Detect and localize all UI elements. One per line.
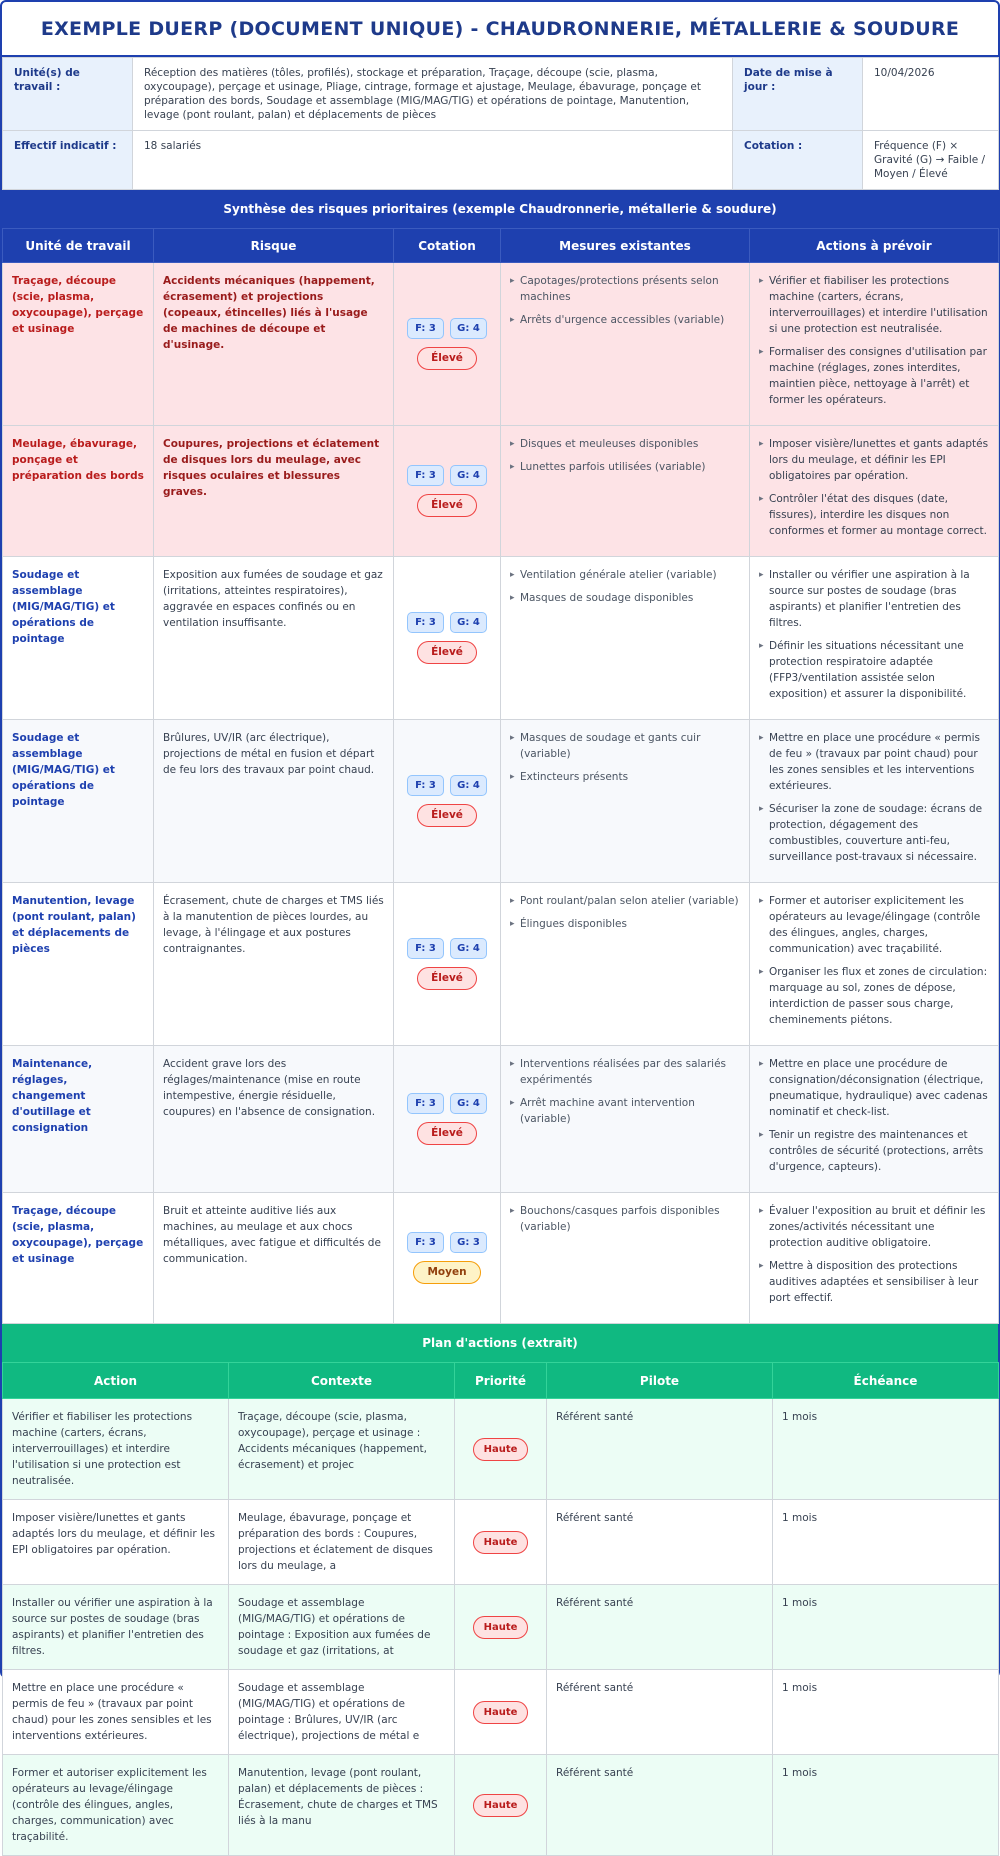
plan-action: Installer ou vérifier une aspiration à la source sur postes de soudage (bras aspirants) et planifier l'entretien des filtres. [3,1585,229,1670]
document-title-bar [2,2,998,57]
risk-row [3,1046,999,1193]
risk-description: Accidents mécaniques (happement, écrasement) et projections (copeaux, étincelles) liés à l'usage de machines de découpe et d'usinage. [154,263,394,426]
gravity-chip: G: 4 [450,1093,487,1114]
existing-measures [501,720,750,883]
plan-row [3,1399,999,1500]
plan-pilot: Référent santé [547,1399,773,1500]
plan-action: Former et autoriser explicitement les opérateurs au levage/élingage (contrôle des élingues, angles, charges, communication) avec traçabilité. [3,1755,229,1856]
frequency-chip: F: 3 [407,612,444,633]
risk-description: Exposition aux fumées de soudage et gaz (irritations, atteintes respiratoires), aggravée en espaces confinés ou en ventilation insuffisante. [154,557,394,720]
plan-priority [455,1755,547,1856]
planned-actions [750,883,999,1046]
existing-measures [501,883,750,1046]
risk-row [3,1193,999,1324]
measure-item: ▸ Élingues disponibles [510,916,740,932]
plan-deadline: 1 mois [773,1755,999,1856]
priority-badge: Haute [473,1616,529,1639]
staff-value: 18 salariés [133,131,733,190]
measure-item: ▸ Ventilation générale atelier (variable) [510,567,740,583]
gravity-chip: G: 4 [450,938,487,959]
plan-action: Mettre en place une procédure « permis de feu » (travaux par point chaud) pour les zones sensibles et les interventions extérieures. [3,1670,229,1755]
risk-header-unit: Unité de travail [3,229,154,263]
existing-measures [501,426,750,557]
risk-unit: Traçage, découpe (scie, plasma, oxycoupage), perçage et usinage [3,1193,154,1324]
existing-measures [501,557,750,720]
plan-priority [455,1670,547,1755]
risk-level-badge: Élevé [417,494,477,517]
risk-rating [394,720,501,883]
risk-table [2,228,999,1324]
risk-section-title: Synthèse des risques prioritaires (exemple Chaudronnerie, métallerie & soudure) [2,190,998,228]
priority-badge: Haute [473,1701,529,1724]
frequency-chip: F: 3 [407,1093,444,1114]
priority-badge: Haute [473,1438,529,1461]
risk-unit: Maintenance, réglages, changement d'outillage et consignation [3,1046,154,1193]
action-item: ▸ Installer ou vérifier une aspiration à la source sur postes de soudage (bras aspirants) et planifier l'entretien des filtres. [759,567,989,631]
action-item: ▸ Tenir un registre des maintenances et contrôles de sécurité (protections, arrêts d'urgence, capteurs). [759,1127,989,1175]
plan-context: Soudage et assemblage (MIG/MAG/TIG) et opérations de pointage : Exposition aux fumées de soudage et gaz (irritations, at [229,1585,455,1670]
planned-actions [750,1193,999,1324]
action-item: ▸ Mettre en place une procédure de consignation/déconsignation (électrique, pneumatique, hydraulique) avec cadenas nominatif et check-list. [759,1056,989,1120]
rating-value: Fréquence (F) × Gravité (G) → Faible / Moyen / Élevé [863,131,999,190]
risk-description: Bruit et atteinte auditive liés aux machines, au meulage et aux chocs métalliques, avec fatigue et difficultés de communication. [154,1193,394,1324]
plan-deadline: 1 mois [773,1670,999,1755]
measure-item: ▸ Masques de soudage disponibles [510,590,740,606]
risk-description: Brûlures, UV/IR (arc électrique), projections de métal en fusion et départ de feu lors des travaux par point chaud. [154,720,394,883]
frequency-chip: F: 3 [407,775,444,796]
plan-priority [455,1500,547,1585]
risk-rating [394,557,501,720]
plan-row [3,1585,999,1670]
priority-badge: Haute [473,1794,529,1817]
frequency-chip: F: 3 [407,465,444,486]
measure-item: ▸ Masques de soudage et gants cuir (variable) [510,730,740,762]
priority-badge: Haute [473,1531,529,1554]
plan-row [3,1500,999,1585]
measure-item: ▸ Disques et meuleuses disponibles [510,436,740,452]
plan-context: Traçage, découpe (scie, plasma, oxycoupage), perçage et usinage : Accidents mécaniques (happement, écrasement) et projec [229,1399,455,1500]
risk-rating [394,1046,501,1193]
plan-context: Manutention, levage (pont roulant, palan) et déplacements de pièces : Écrasement, chute de charges et TMS liés à la manu [229,1755,455,1856]
measure-item: ▸ Capotages/protections présents selon machines [510,273,740,305]
measure-item: ▸ Pont roulant/palan selon atelier (variable) [510,893,740,909]
measure-item: ▸ Lunettes parfois utilisées (variable) [510,459,740,475]
plan-deadline: 1 mois [773,1500,999,1585]
info-table [2,57,999,190]
plan-pilot: Référent santé [547,1670,773,1755]
planned-actions [750,1046,999,1193]
plan-priority [455,1399,547,1500]
risk-level-badge: Élevé [417,641,477,664]
action-item: ▸ Imposer visière/lunettes et gants adaptés lors du meulage, et définir les EPI obligatoires par opération. [759,436,989,484]
risk-level-badge: Élevé [417,967,477,990]
risk-description: Coupures, projections et éclatement de disques lors du meulage, avec risques oculaires et blessures graves. [154,426,394,557]
planned-actions [750,557,999,720]
risk-description: Écrasement, chute de charges et TMS liés à la manutention de pièces lourdes, au levage, à l'élingage et aux postures contraignantes. [154,883,394,1046]
measure-item: ▸ Extincteurs présents [510,769,740,785]
risk-level-badge: Moyen [413,1261,480,1284]
frequency-chip: F: 3 [407,1232,444,1253]
risk-unit: Manutention, levage (pont roulant, palan) et déplacements de pièces [3,883,154,1046]
risk-unit: Soudage et assemblage (MIG/MAG/TIG) et opérations de pointage [3,557,154,720]
document-title: EXEMPLE DUERP (DOCUMENT UNIQUE) - CHAUDRONNERIE, MÉTALLERIE & SOUDURE [40,17,960,40]
plan-action: Imposer visière/lunettes et gants adaptés lors du meulage, et définir les EPI obligatoires par opération. [3,1500,229,1585]
measure-item: ▸ Arrêts d'urgence accessibles (variable) [510,312,740,328]
plan-action: Vérifier et fiabiliser les protections machine (carters, écrans, interverrouillages) et interdire l'utilisation si une protection est neutralisée. [3,1399,229,1500]
risk-unit: Traçage, découpe (scie, plasma, oxycoupage), perçage et usinage [3,263,154,426]
plan-pilot: Référent santé [547,1500,773,1585]
staff-label: Effectif indicatif : [3,131,133,190]
action-item: ▸ Définir les situations nécessitant une protection respiratoire adaptée (FFP3/ventilation assistée selon exposition) et assurer la disponibilité. [759,638,989,702]
existing-measures [501,1193,750,1324]
measure-item: ▸ Interventions réalisées par des salariés expérimentés [510,1056,740,1088]
risk-rating [394,883,501,1046]
plan-row [3,1670,999,1755]
risk-header-actions: Actions à prévoir [750,229,999,263]
plan-pilot: Référent santé [547,1585,773,1670]
gravity-chip: G: 3 [450,1232,487,1253]
risk-level-badge: Élevé [417,1122,477,1145]
risk-header-measures: Mesures existantes [501,229,750,263]
risk-row [3,557,999,720]
plan-deadline: 1 mois [773,1585,999,1670]
plan-context: Soudage et assemblage (MIG/MAG/TIG) et opérations de pointage : Brûlures, UV/IR (arc électrique), projections de métal e [229,1670,455,1755]
gravity-chip: G: 4 [450,775,487,796]
gravity-chip: G: 4 [450,612,487,633]
risk-rating [394,263,501,426]
risk-rating [394,426,501,557]
planned-actions [750,263,999,426]
risk-level-badge: Élevé [417,804,477,827]
action-item: ▸ Former et autoriser explicitement les opérateurs au levage/élingage (contrôle des élingues, angles, charges, communication) avec traçabilité. [759,893,989,957]
risk-unit: Soudage et assemblage (MIG/MAG/TIG) et opérations de pointage [3,720,154,883]
plan-context: Meulage, ébavurage, ponçage et préparation des bords : Coupures, projections et éclatement de disques lors du meulage, a [229,1500,455,1585]
frequency-chip: F: 3 [407,318,444,339]
measure-item: ▸ Arrêt machine avant intervention (variable) [510,1095,740,1127]
units-value: Réception des matières (tôles, profilés), stockage et préparation, Traçage, découpe (scie, plasma, oxycoupage), perçage et usinage, Pliage, cintrage, formage et ajustage, Meulage, ébavurage, ponçage et préparation des bords, Soudage et assemblage (MIG/MAG/TIG) et opérations de pointage, Manutention, levage (pont roulant, palan) et déplacements de pièces [133,58,733,131]
date-value: 10/04/2026 [863,58,999,131]
risk-row [3,720,999,883]
risk-row [3,263,999,426]
risk-header-rating: Cotation [394,229,501,263]
action-item: ▸ Contrôler l'état des disques (date, fissures), interdire les disques non conformes et former au montage correct. [759,491,989,539]
measure-item: ▸ Bouchons/casques parfois disponibles (variable) [510,1203,740,1235]
plan-deadline: 1 mois [773,1399,999,1500]
existing-measures [501,263,750,426]
plan-pilot: Référent santé [547,1755,773,1856]
action-plan-table [2,1362,999,1856]
risk-rating [394,1193,501,1324]
planned-actions [750,720,999,883]
plan-header-action: Action [3,1363,229,1399]
plan-header-context: Contexte [229,1363,455,1399]
risk-description: Accident grave lors des réglages/maintenance (mise en route intempestive, énergie résiduelle, coupures) en l'absence de consignation. [154,1046,394,1193]
risk-row [3,883,999,1046]
action-item: ▸ Mettre en place une procédure « permis de feu » (travaux par point chaud) pour les zones sensibles et les interventions extérieures. [759,730,989,794]
risk-row [3,426,999,557]
gravity-chip: G: 4 [450,465,487,486]
plan-header-deadline: Échéance [773,1363,999,1399]
plan-priority [455,1585,547,1670]
plan-header-priority: Priorité [455,1363,547,1399]
risk-header-risk: Risque [154,229,394,263]
action-item: ▸ Évaluer l'exposition au bruit et définir les zones/activités nécessitant une protection auditive obligatoire. [759,1203,989,1251]
plan-section-title: Plan d'actions (extrait) [2,1324,998,1362]
action-item: ▸ Sécuriser la zone de soudage: écrans de protection, dégagement des combustibles, couverture anti-feu, surveillance post-travaux si nécessaire. [759,801,989,865]
action-item: ▸ Organiser les flux et zones de circulation: marquage au sol, zones de dépose, interdiction de passer sous charge, cheminements piétons. [759,964,989,1028]
plan-header-pilot: Pilote [547,1363,773,1399]
planned-actions [750,426,999,557]
rating-label: Cotation : [733,131,863,190]
risk-unit: Meulage, ébavurage, ponçage et préparation des bords [3,426,154,557]
action-item: ▸ Formaliser des consignes d'utilisation par machine (réglages, zones interdites, maintien pièce, nettoyage à l'arrêt) et former les opérateurs. [759,344,989,408]
existing-measures [501,1046,750,1193]
action-item: ▸ Vérifier et fiabiliser les protections machine (carters, écrans, interverrouillages) et interdire l'utilisation si une protection est neutralisée. [759,273,989,337]
action-item: ▸ Mettre à disposition des protections auditives adaptées et sensibiliser à leur port effectif. [759,1258,989,1306]
plan-row [3,1755,999,1856]
date-label: Date de mise à jour : [733,58,863,131]
gravity-chip: G: 4 [450,318,487,339]
frequency-chip: F: 3 [407,938,444,959]
risk-level-badge: Élevé [417,347,477,370]
units-label: Unité(s) de travail : [3,58,133,131]
